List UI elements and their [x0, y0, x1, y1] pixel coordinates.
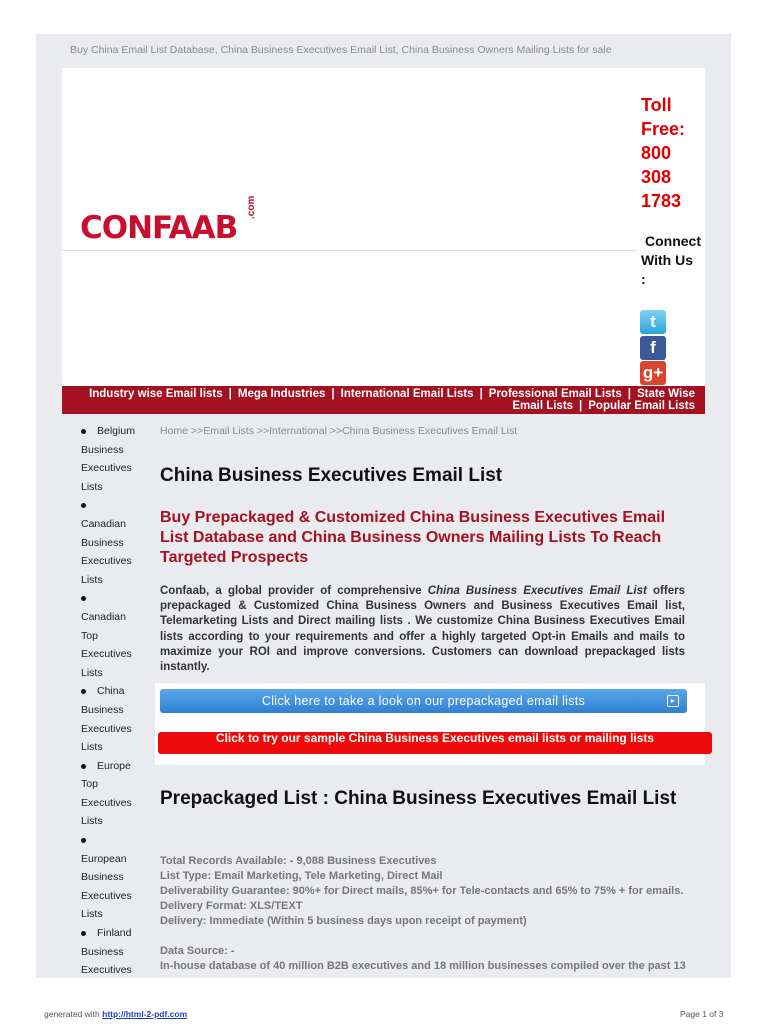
data-source-text: In-house database of 40 million B2B executives and 18 million businesses compiled over the past 13 — [160, 960, 686, 972]
sidebar-item-european-business[interactable] — [81, 831, 141, 924]
toll-number-line: 800 — [641, 143, 672, 163]
sidebar-item-word: Canadian — [81, 517, 126, 530]
toll-free — [641, 93, 705, 213]
intro-text: Confaab, a global provider of comprehensive — [160, 585, 428, 597]
page-subheading: Buy Prepackaged & Customized China Business Executives Email List Database and China Business Owners Mailing Lists To Reach Targeted Prospects — [160, 509, 666, 566]
sidebar-item-word: Executives — [81, 889, 132, 902]
sidebar-item-finland[interactable] — [81, 924, 141, 980]
generated-link[interactable]: http://html-2-pdf.com — [102, 1009, 188, 1019]
sidebar-item-word: Lists — [81, 741, 103, 754]
sidebar-item-word: Executives — [81, 964, 132, 977]
sidebar-item-word: Executives — [81, 648, 132, 661]
sidebar-item-word: Top — [81, 778, 98, 791]
sidebar-item-word: Executives — [81, 796, 132, 809]
sidebar-item-word: Executives — [81, 722, 132, 735]
sidebar-item-word: Executives — [81, 462, 132, 475]
connect-line: Connect — [645, 233, 701, 249]
nav-state-wise[interactable]: State Wise — [636, 388, 695, 400]
toll-number-line: 1783 — [641, 191, 682, 211]
page-title: Buy China Email List Database, China Business Executives Email List, China Business Owners Mailing Lists for sale — [70, 44, 612, 56]
sidebar-item-word — [81, 496, 141, 515]
sidebar-item-word: Lists — [81, 666, 103, 679]
header-divider — [62, 250, 637, 251]
prepackaged-heading: Prepackaged List : China Business Executives Email List — [160, 788, 677, 809]
sidebar-item-word: Europe — [97, 759, 131, 772]
sidebar-item-word — [81, 831, 141, 850]
google-plus-icon[interactable]: g+ — [640, 361, 666, 385]
sidebar-item-word: Lists — [81, 908, 103, 921]
intro-text: offers prepackaged & Customized China Business Owners and Business Executives Email list, Telemarketing Lists and Direct mailing lists . We customize China Business Executives Email lists according to your requirements and offer a highly targeted Opt-in Emails and mails to maximize your ROI and improve conversions. Customers can download prepackaged lists instantly. — [160, 585, 685, 674]
nav-international[interactable]: International Email Lists — [340, 388, 474, 400]
nav-popular[interactable]: Popular Email Lists — [588, 400, 695, 412]
nav-separator: | — [579, 400, 583, 412]
sidebar-item-word: Lists — [81, 573, 103, 586]
nav-separator: | — [331, 388, 335, 400]
sidebar — [81, 422, 141, 980]
sidebar-item-canadian-top[interactable] — [81, 589, 141, 682]
connect-with-us — [641, 232, 711, 289]
sidebar-item-word: Canadian — [81, 610, 126, 623]
generated-label: generated with — [44, 1009, 100, 1019]
detail-line: Delivery: Immediate (Within 5 business days upon receipt of payment) — [160, 915, 527, 927]
sidebar-item-europe-top[interactable] — [81, 757, 141, 831]
sidebar-item-word: Executives — [81, 555, 132, 568]
nav-separator: | — [479, 388, 483, 400]
sample-lists-button[interactable] — [158, 732, 712, 754]
twitter-icon[interactable]: t — [640, 310, 666, 334]
detail-line: Delivery Format: XLS/TEXT — [160, 900, 303, 912]
toll-number-line: 308 — [641, 167, 672, 187]
sidebar-item-word: Business — [81, 443, 124, 456]
arrow-right-icon: ▸ — [667, 695, 679, 707]
sidebar-item-canadian-business[interactable] — [81, 496, 141, 589]
toll-line: Toll — [641, 95, 672, 115]
detail-line: Deliverability Guarantee: 90%+ for Direct mails, 85%+ for Tele-contacts and 65% to 75% + for emails. — [160, 885, 684, 897]
sidebar-item-word: Belgium — [97, 425, 135, 437]
prepackaged-lists-label: Click here to take a look on our prepackaged email lists — [261, 694, 586, 708]
bullet-icon — [81, 429, 86, 434]
sidebar-item-word — [81, 589, 141, 608]
sidebar-item-belgium[interactable] — [81, 422, 141, 496]
breadcrumb[interactable]: Home >>Email Lists >>International >>China Business Executives Email List — [160, 425, 518, 437]
sidebar-item-word: Business — [81, 945, 124, 958]
nav-industry-wise[interactable]: Industry wise Email lists — [89, 388, 223, 400]
nav-professional[interactable]: Professional Email Lists — [488, 388, 622, 400]
logo-suffix: .com — [246, 195, 257, 219]
intro-paragraph — [160, 584, 685, 675]
facebook-icon[interactable]: f — [640, 336, 666, 360]
sidebar-item-word: Business — [81, 703, 124, 716]
bullet-icon — [81, 764, 86, 769]
bullet-icon — [81, 931, 86, 936]
sidebar-item-china[interactable] — [81, 682, 141, 756]
detail-line: List Type: Email Marketing, Tele Marketing, Direct Mail — [160, 870, 443, 882]
sidebar-item-word: Business — [81, 536, 124, 549]
logo[interactable] — [80, 195, 257, 250]
nav-state-wise-cont[interactable]: Email Lists — [512, 400, 574, 412]
page-number: Page 1 of 3 — [680, 1009, 724, 1019]
sidebar-item-word: Top — [81, 629, 98, 642]
main-nav — [62, 386, 705, 414]
sidebar-item-word: Business — [81, 871, 124, 884]
intro-emphasis: China Business Executives Email List — [427, 585, 647, 597]
sidebar-item-word: China — [97, 685, 125, 698]
nav-separator: | — [627, 388, 631, 400]
toll-line: Free: — [641, 119, 686, 139]
detail-line: Total Records Available: - 9,088 Business Executives — [160, 855, 437, 867]
connect-line: With Us — [641, 252, 693, 268]
connect-line: : — [641, 271, 646, 287]
footer-generated — [44, 1009, 187, 1019]
sidebar-item-word: Lists — [81, 815, 103, 828]
logo-text: CONFAAB — [80, 210, 238, 246]
nav-separator: | — [228, 388, 232, 400]
page-heading: China Business Executives Email List — [160, 465, 503, 486]
nav-mega-industries[interactable]: Mega Industries — [237, 388, 326, 400]
sidebar-item-word: European — [81, 852, 127, 865]
prepackaged-lists-button[interactable] — [160, 689, 687, 713]
list-details — [160, 854, 700, 974]
sidebar-item-word: Lists — [81, 480, 103, 493]
sample-lists-label: Click to try our sample China Business Executives email lists or mailing lists — [215, 731, 655, 745]
sidebar-item-word: Finland — [97, 927, 132, 940]
data-source-label: Data Source: - — [160, 945, 235, 957]
